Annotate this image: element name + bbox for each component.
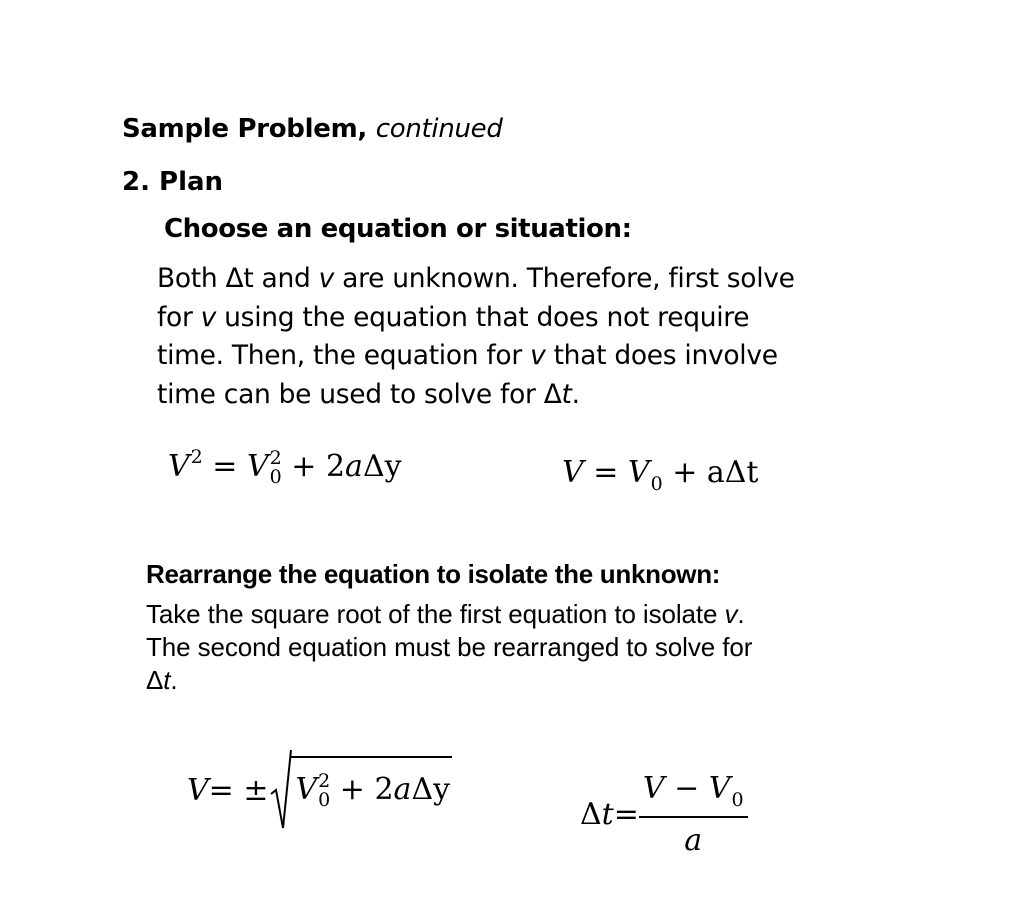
rearrange-line: The second equation must be rearranged to solve for [146, 632, 753, 662]
choose-line: time can be used to solve for Δt. [157, 379, 580, 411]
equation-velocity-time: $V = V_0 + a\Delta t$ [562, 455, 759, 495]
rearrange-label: Rearrange the equation to isolate the unknown: [146, 559, 721, 589]
choose-line: Both Δt and v are unknown. Therefore, first solve [157, 263, 795, 294]
choose-line: for v using the equation that does not require [157, 301, 750, 333]
equation-delta-t: Δ t = $\frac{V - V_0}{a}$ [580, 774, 748, 856]
title-suffix: continued [375, 114, 503, 144]
fraction: $\frac{V - V_0}{a}$ [639, 774, 748, 856]
equation-velocity-root: V = ± V 2 0 + 2aΔy [187, 748, 452, 834]
choose-paragraph [157, 260, 795, 415]
title-text: Sample Problem, [122, 114, 367, 144]
radical-sign-icon [270, 748, 292, 834]
rearrange-line: Δt. [146, 665, 178, 695]
choose-line: time. Then, the equation for v that does involve [157, 340, 778, 372]
rearrange-line: Take the square root of the first equation to isolate v. [146, 599, 745, 629]
slide-title [122, 114, 503, 144]
rearrange-paragraph [146, 598, 752, 697]
equation-velocity-squared: $V^2 = V$ 2 0 + 2aΔy [168, 446, 402, 488]
step-heading: 2. Plan [122, 167, 224, 197]
choose-label: Choose an equation or situation: [164, 214, 632, 244]
